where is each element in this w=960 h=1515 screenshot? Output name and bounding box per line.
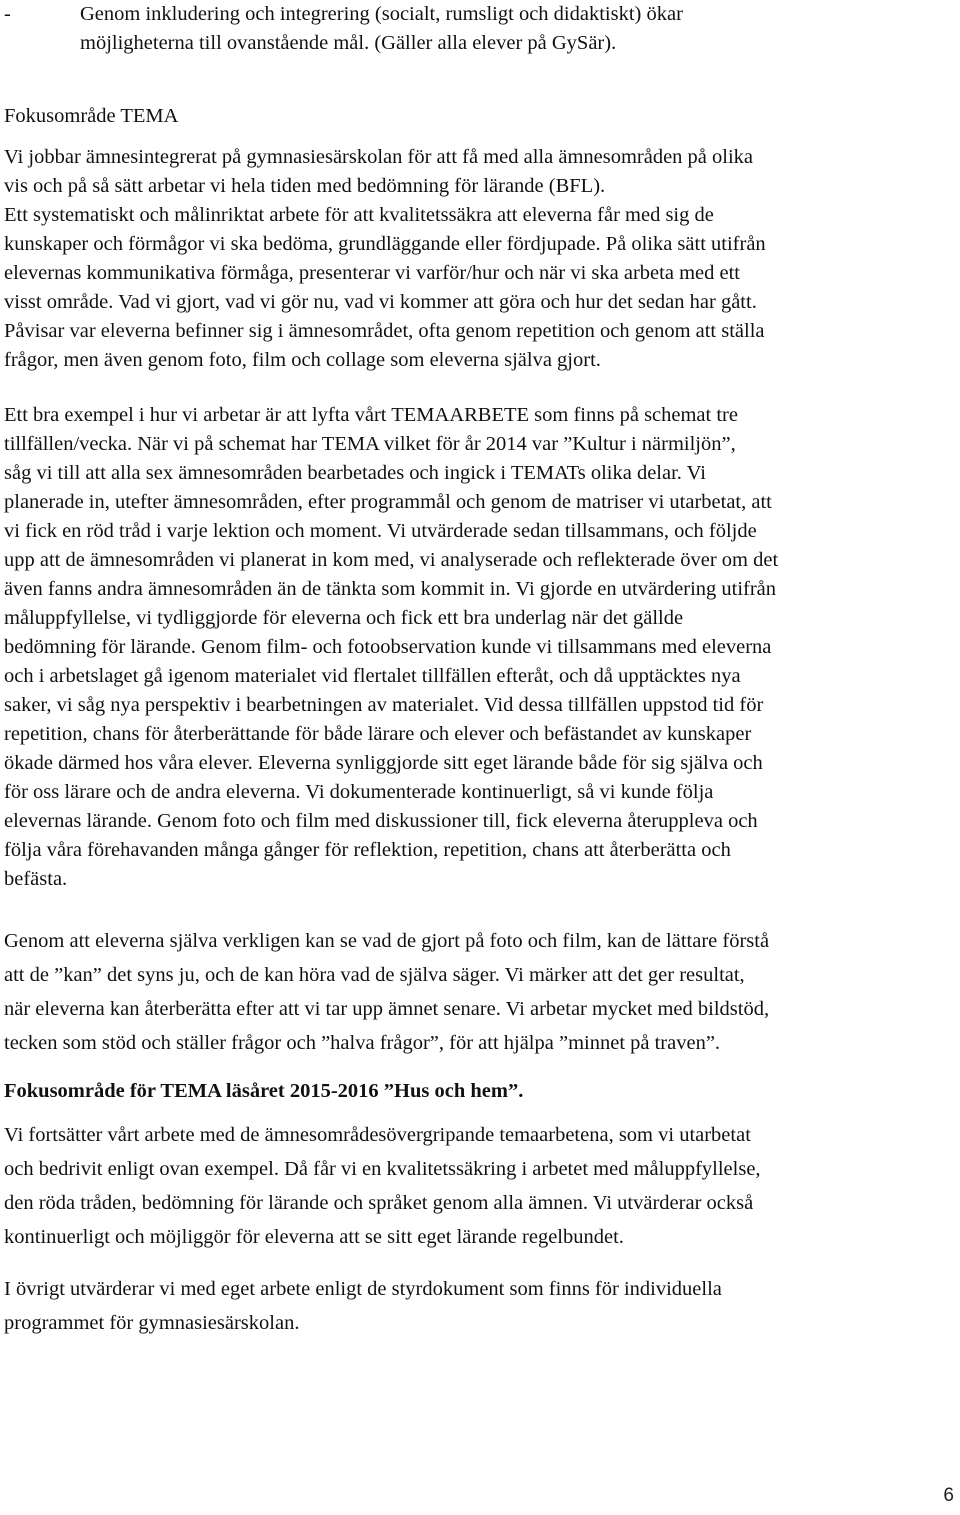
text-line: upp att de ämnesområden vi planerat in kom med, vi analyserade och reflekterade över om det xyxy=(4,549,779,571)
text-line: befästa. xyxy=(4,868,68,890)
text-line: Genom inkludering och integrering (socialt, rumsligt och didaktiskt) ökar xyxy=(80,3,683,25)
text-line: ökade därmed hos våra elever. Eleverna synliggjorde sitt eget lärande både för sig själva och xyxy=(4,752,763,774)
text-line: vi fick en röd tråd i varje lektion och moment. Vi utvärderade sedan tillsammans, och följde xyxy=(4,520,757,542)
section-heading: Fokusområde för TEMA läsåret 2015-2016 ”Hus och hem”. xyxy=(4,1080,524,1102)
text-line: tillfällen/vecka. När vi på schemat har TEMA vilket för år 2014 var ”Kultur i närmiljön”, xyxy=(4,433,736,455)
text-line: elevernas lärande. Genom foto och film med diskussioner till, fick eleverna återuppleva och xyxy=(4,810,758,832)
text-line: tecken som stöd och ställer frågor och ”halva frågor”, för att hjälpa ”minnet på traven”. xyxy=(4,1032,721,1054)
text-line: den röda tråden, bedömning för lärande och språket genom alla ämnen. Vi utvärderar också xyxy=(4,1192,754,1214)
text-line: även fanns andra ämnesområden än de tänkta som kommit in. Vi gjorde en utvärdering utifrån xyxy=(4,578,777,600)
text-line: saker, vi såg nya perspektiv i bearbetningen av materialet. Vid dessa tillfällen uppstod tid för xyxy=(4,694,764,716)
text-line: möjligheterna till ovanstående mål. (Gäller alla elever på GySär). xyxy=(80,32,617,54)
text-line: repetition, chans för återberättande för både lärare och elever och befästandet av kunskaper xyxy=(4,723,752,745)
text-line: Genom att eleverna själva verkligen kan se vad de gjort på foto och film, kan de lättare förstå xyxy=(4,930,770,952)
text-line: och i arbetslaget gå igenom materialet vid flertalet tillfällen efteråt, och då upptäcktes nya xyxy=(4,665,741,687)
paragraph-continuation xyxy=(4,1118,958,1254)
text-line: kunskaper och förmågor vi ska bedöma, grundläggande eller fördjupade. På olika sätt utifrån xyxy=(4,233,766,255)
text-line: I övrigt utvärderar vi med eget arbete enligt de styrdokument som finns för individuella xyxy=(4,1278,722,1300)
text-line: Ett bra exempel i hur vi arbetar är att lyfta vårt TEMAARBETE som finns på schemat tre xyxy=(4,404,738,426)
text-line: visst område. Vad vi gjort, vad vi gör nu, vad vi kommer att göra och hur det sedan har gått. xyxy=(4,291,757,313)
text-line: Ett systematiskt och målinriktat arbete för att kvalitetssäkra att eleverna får med sig de xyxy=(4,204,714,226)
text-line: elevernas kommunikativa förmåga, presenterar vi varför/hur och när vi ska arbeta med ett xyxy=(4,262,740,284)
document-page xyxy=(4,0,958,1340)
paragraph-closing xyxy=(4,1272,958,1340)
page-number: 6 xyxy=(943,1485,954,1506)
text-line: Vi jobbar ämnesintegrerat på gymnasiesärskolan för att få med alla ämnesområden på olika xyxy=(4,146,754,168)
text-line: Påvisar var eleverna befinner sig i ämnesområdet, ofta genom repetition och genom att ställa xyxy=(4,320,765,342)
text-line: frågor, men även genom foto, film och collage som eleverna själva gjort. xyxy=(4,349,601,371)
text-line: planerade in, utefter ämnesområden, efter programmål och genom de matriser vi utarbetat, att xyxy=(4,491,772,513)
text-line: måluppfyllelse, vi tydliggjorde för eleverna och fick ett bra underlag när det gällde xyxy=(4,607,684,629)
bullet-item xyxy=(4,0,958,58)
text-line: när eleverna kan återberätta efter att vi tar upp ämnet senare. Vi arbetar mycket med bildstöd, xyxy=(4,998,770,1020)
paragraph-intro xyxy=(4,143,958,375)
section-title: Fokusområde TEMA xyxy=(4,105,179,127)
bullet-dash: - xyxy=(4,3,11,25)
paragraph-example xyxy=(4,401,958,894)
text-line: för oss lärare och de andra eleverna. Vi dokumenterade kontinuerligt, så vi kunde följa xyxy=(4,781,714,803)
text-line: bedömning för lärande. Genom film- och fotoobservation kunde vi tillsammans med eleverna xyxy=(4,636,772,658)
text-line: och bedrivit enligt ovan exempel. Då får vi en kvalitetssäkring i arbetet med måluppfyllelse, xyxy=(4,1158,761,1180)
text-line: Vi fortsätter vårt arbete med de ämnesområdesövergripande temaarbetena, som vi utarbetat xyxy=(4,1124,751,1146)
bullet-text xyxy=(80,0,958,58)
text-line: kontinuerligt och möjliggör för eleverna att se sitt eget lärande regelbundet. xyxy=(4,1226,624,1248)
text-line: programmet för gymnasiesärskolan. xyxy=(4,1312,300,1334)
text-line: såg vi till att alla sex ämnesområden bearbetades och ingick i TEMATs olika delar. Vi xyxy=(4,462,706,484)
text-line: vis och på så sätt arbetar vi hela tiden med bedömning för lärande (BFL). xyxy=(4,175,606,197)
text-line: att de ”kan” det syns ju, och de kan höra vad de själva säger. Vi märker att det ger resultat, xyxy=(4,964,745,986)
paragraph-results xyxy=(4,924,958,1060)
text-line: följa våra förehavanden många gånger för reflektion, repetition, chans att återberätta och xyxy=(4,839,731,861)
